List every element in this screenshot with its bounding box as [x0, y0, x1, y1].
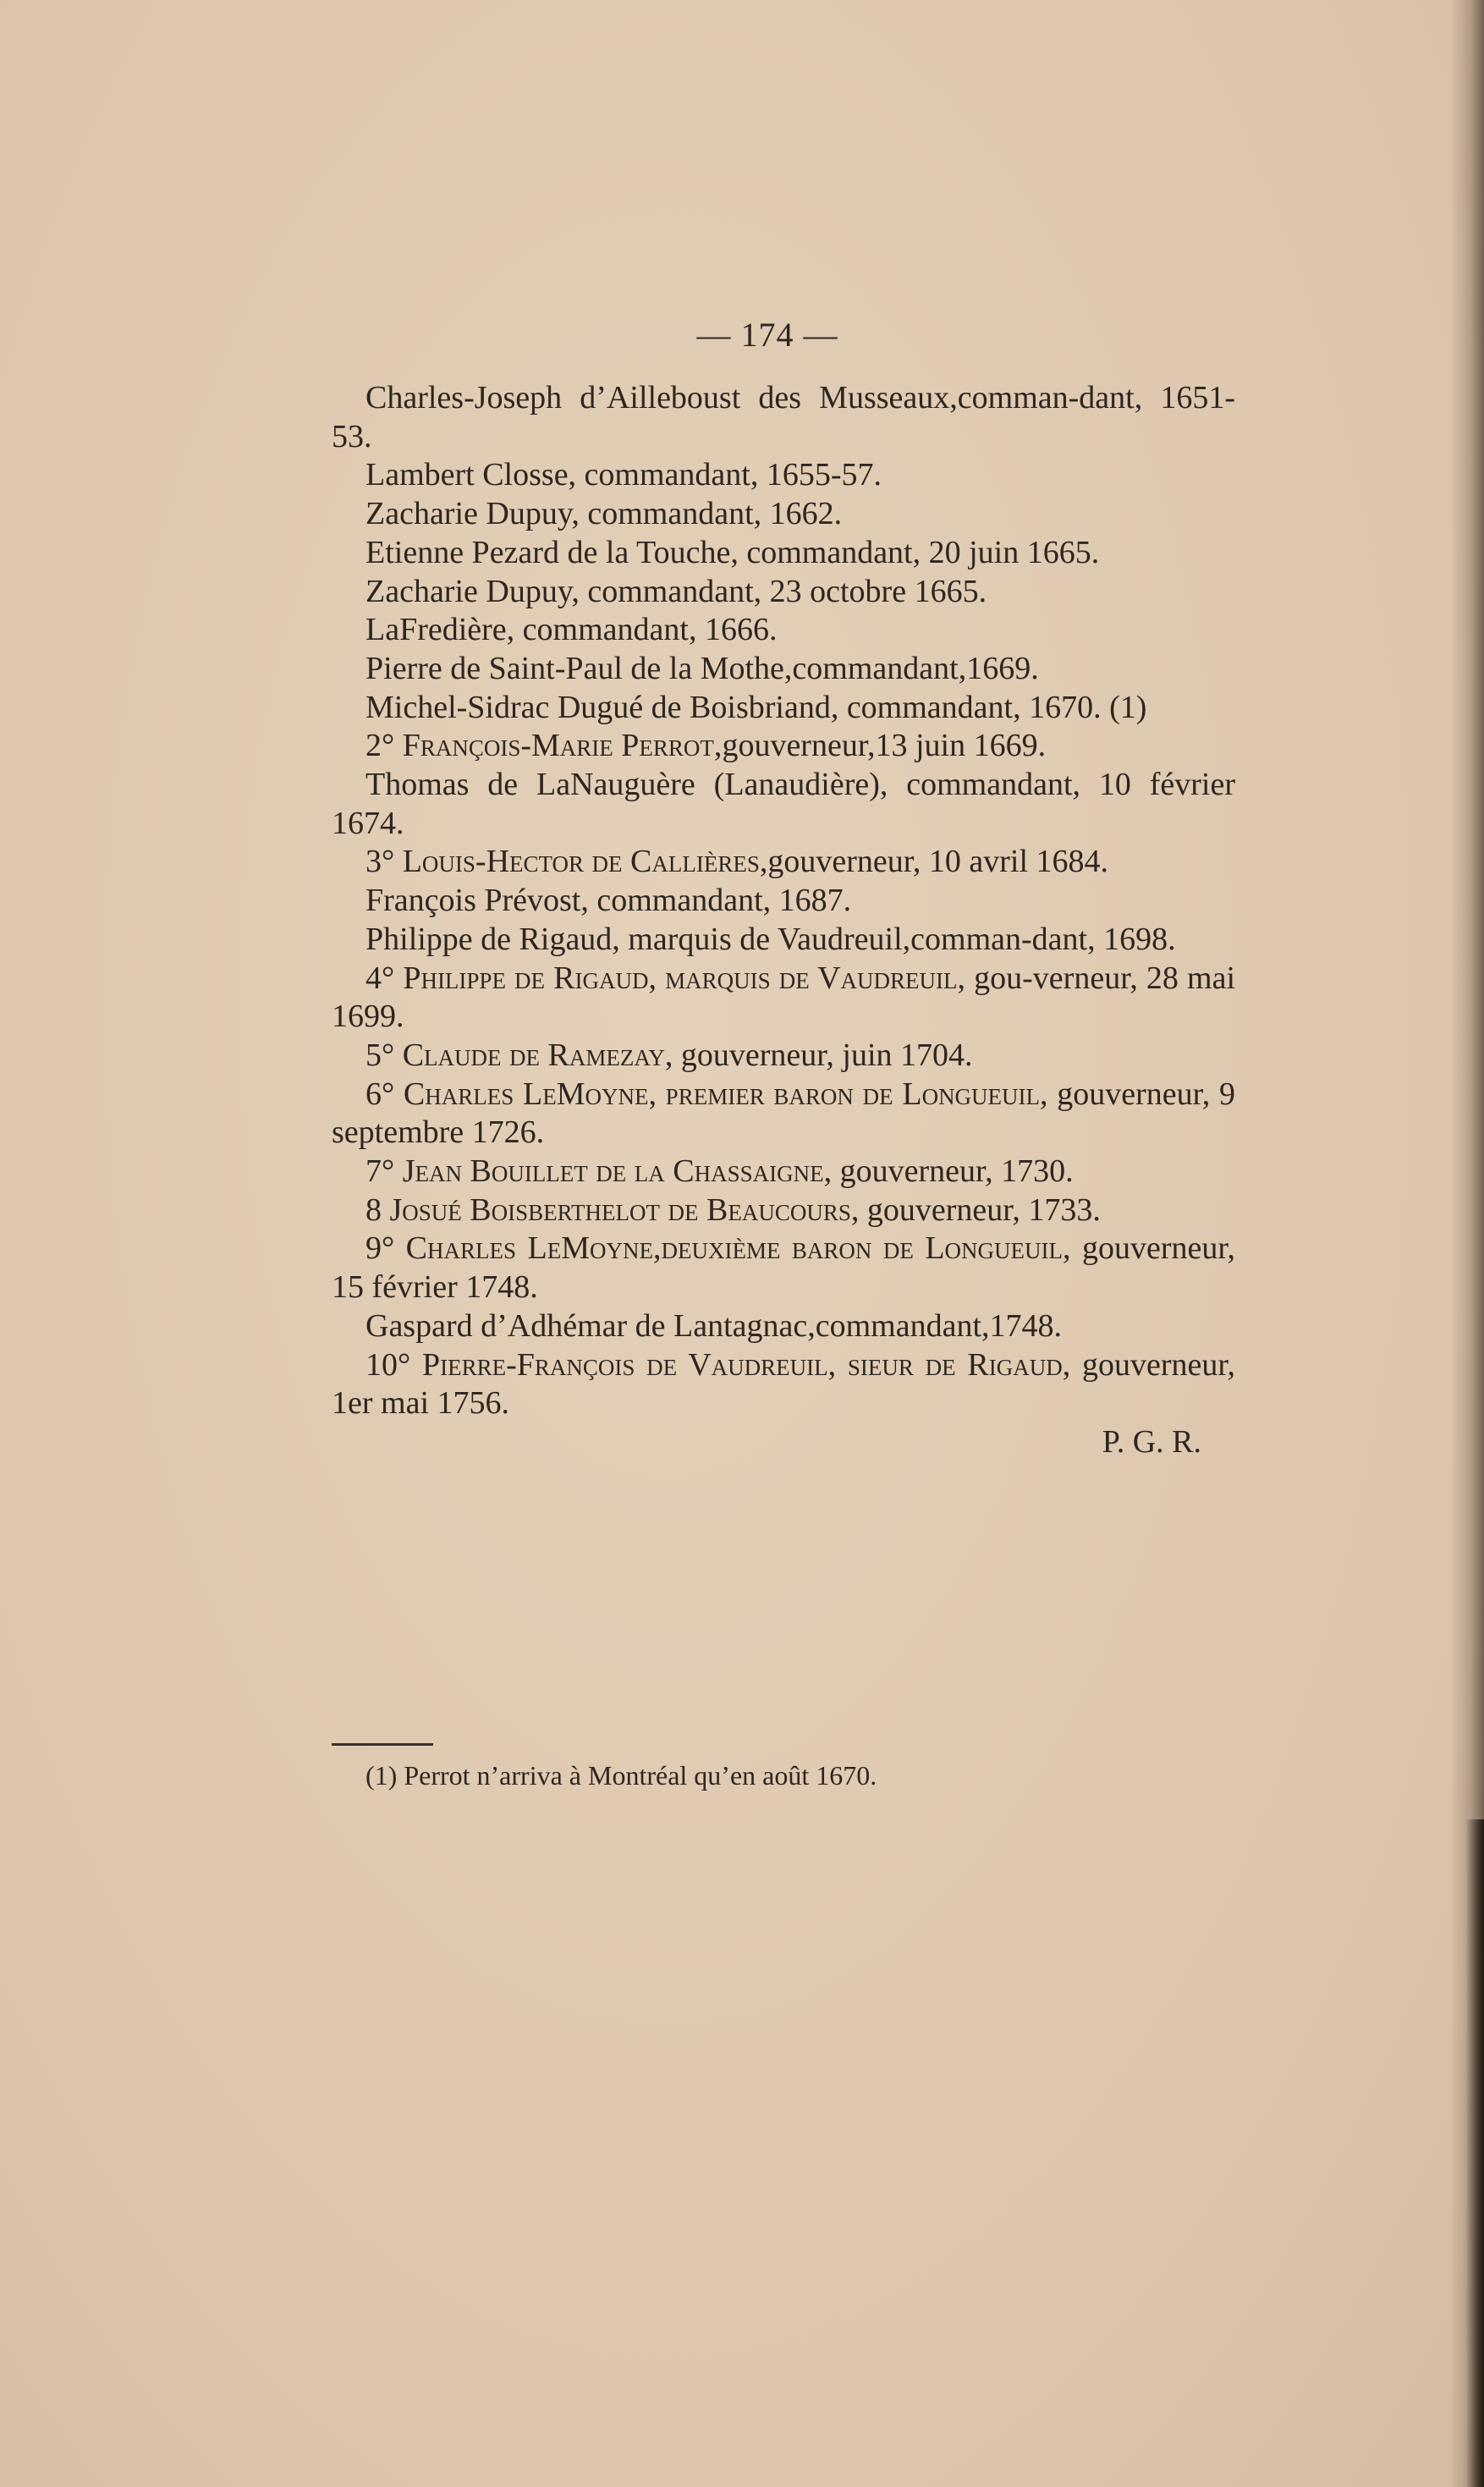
- entry-text: Philippe de Rigaud, marquis de Vaudreuil,comman-dant, 1698.: [366, 921, 1176, 957]
- governor-name: Philippe de Rigaud, marquis de Vaudreuil,: [403, 960, 966, 996]
- governor-details: gou-verneur, 28 mai 1699.: [332, 960, 1236, 1035]
- governor-name: Charles LeMoyne, premier baron de Longueuil,: [403, 1076, 1048, 1112]
- document-body: [332, 379, 1235, 1462]
- list-item: [332, 456, 1235, 495]
- governor-number: 4°: [366, 960, 395, 996]
- governor-item: [332, 1191, 1235, 1230]
- governor-item: [332, 1153, 1235, 1191]
- governor-name: Josué Boisberthelot de Beaucours,: [389, 1191, 860, 1228]
- list-item: [332, 689, 1235, 728]
- governor-item: [332, 1037, 1235, 1076]
- entry-text: Pierre de Saint-Paul de la Mothe,commandant,1669.: [366, 650, 1039, 686]
- governor-name: Jean Bouillet de la Chassaigne,: [402, 1153, 833, 1190]
- list-item: [332, 1307, 1235, 1346]
- entry-text: Zacharie Dupuy, commandant, 23 octobre 1665.: [366, 573, 987, 609]
- list-item: [332, 379, 1235, 456]
- governor-details: gouverneur,13 juin 1669.: [722, 728, 1047, 764]
- governor-number: 6°: [366, 1076, 395, 1112]
- page-number: — 174 —: [696, 316, 838, 354]
- footnote: (1) Perrot n’arriva à Montréal qu’en août 1670.: [366, 1760, 877, 1791]
- governor-number: 8: [366, 1191, 382, 1228]
- list-item: [332, 495, 1235, 534]
- governor-details: gouverneur, 1733.: [866, 1191, 1101, 1228]
- page-edge-binding: [1465, 1819, 1484, 2487]
- governor-name: Louis-Hector de Callières,: [402, 844, 768, 880]
- list-item: [332, 573, 1235, 612]
- author-initials: P. G. R.: [1102, 1423, 1201, 1460]
- governor-number: 3°: [366, 844, 395, 880]
- entry-text: Charles-Joseph d’Ailleboust des Musseaux,comman-dant, 1651-53.: [332, 380, 1235, 454]
- governor-number: 7°: [366, 1153, 395, 1190]
- entry-text: Lambert Closse, commandant, 1655-57.: [366, 457, 882, 493]
- entry-text: Michel-Sidrac Dugué de Boisbriand, commandant, 1670. (1): [366, 689, 1147, 725]
- entry-text: Etienne Pezard de la Touche, commandant, 20 juin 1665.: [366, 534, 1100, 570]
- governor-number: 2°: [366, 728, 395, 764]
- entry-text: LaFredière, commandant, 1666.: [366, 612, 778, 648]
- governor-name: Pierre-François de Vaudreuil, sieur de Rigaud,: [421, 1346, 1071, 1383]
- governor-name: François-Marie Perrot,: [402, 728, 723, 764]
- governor-name: Claude de Ramezay,: [402, 1037, 673, 1073]
- governor-item: [332, 1076, 1235, 1153]
- governor-item: [332, 960, 1235, 1037]
- list-item: [332, 766, 1235, 843]
- governor-number: 5°: [366, 1037, 395, 1073]
- governor-name: Charles LeMoyne,deuxième baron de Longueuil,: [405, 1230, 1071, 1267]
- list-item: [332, 611, 1235, 650]
- list-item: [332, 882, 1235, 921]
- entry-text: Thomas de LaNauguère (Lanaudière), commandant, 10 février 1674.: [332, 767, 1235, 841]
- entry-text: François Prévost, commandant, 1687.: [366, 883, 852, 919]
- governor-details: gouverneur, 15 février 1748.: [332, 1230, 1236, 1306]
- governor-item: [332, 1230, 1235, 1307]
- governor-details: gouverneur, juin 1704.: [680, 1037, 973, 1073]
- governor-details: gouverneur, 1er mai 1756.: [332, 1346, 1236, 1422]
- footnote-rule: [332, 1743, 433, 1746]
- governor-number: 10°: [366, 1346, 411, 1383]
- entry-text: Zacharie Dupuy, commandant, 1662.: [366, 496, 843, 532]
- list-item: [332, 650, 1235, 689]
- entry-text: Gaspard d’Adhémar de Lantagnac,commandant,1748.: [366, 1307, 1063, 1344]
- governor-number: 9°: [366, 1230, 395, 1267]
- list-item: [332, 921, 1235, 960]
- governor-details: gouverneur, 10 avril 1684.: [767, 844, 1109, 880]
- governor-item: [332, 727, 1235, 766]
- governor-details: gouverneur, 1730.: [839, 1153, 1074, 1190]
- governor-details: gouverneur, 9 septembre 1726.: [332, 1076, 1235, 1151]
- governor-item: [332, 1346, 1235, 1423]
- list-item: [332, 534, 1235, 573]
- governor-item: [332, 843, 1235, 882]
